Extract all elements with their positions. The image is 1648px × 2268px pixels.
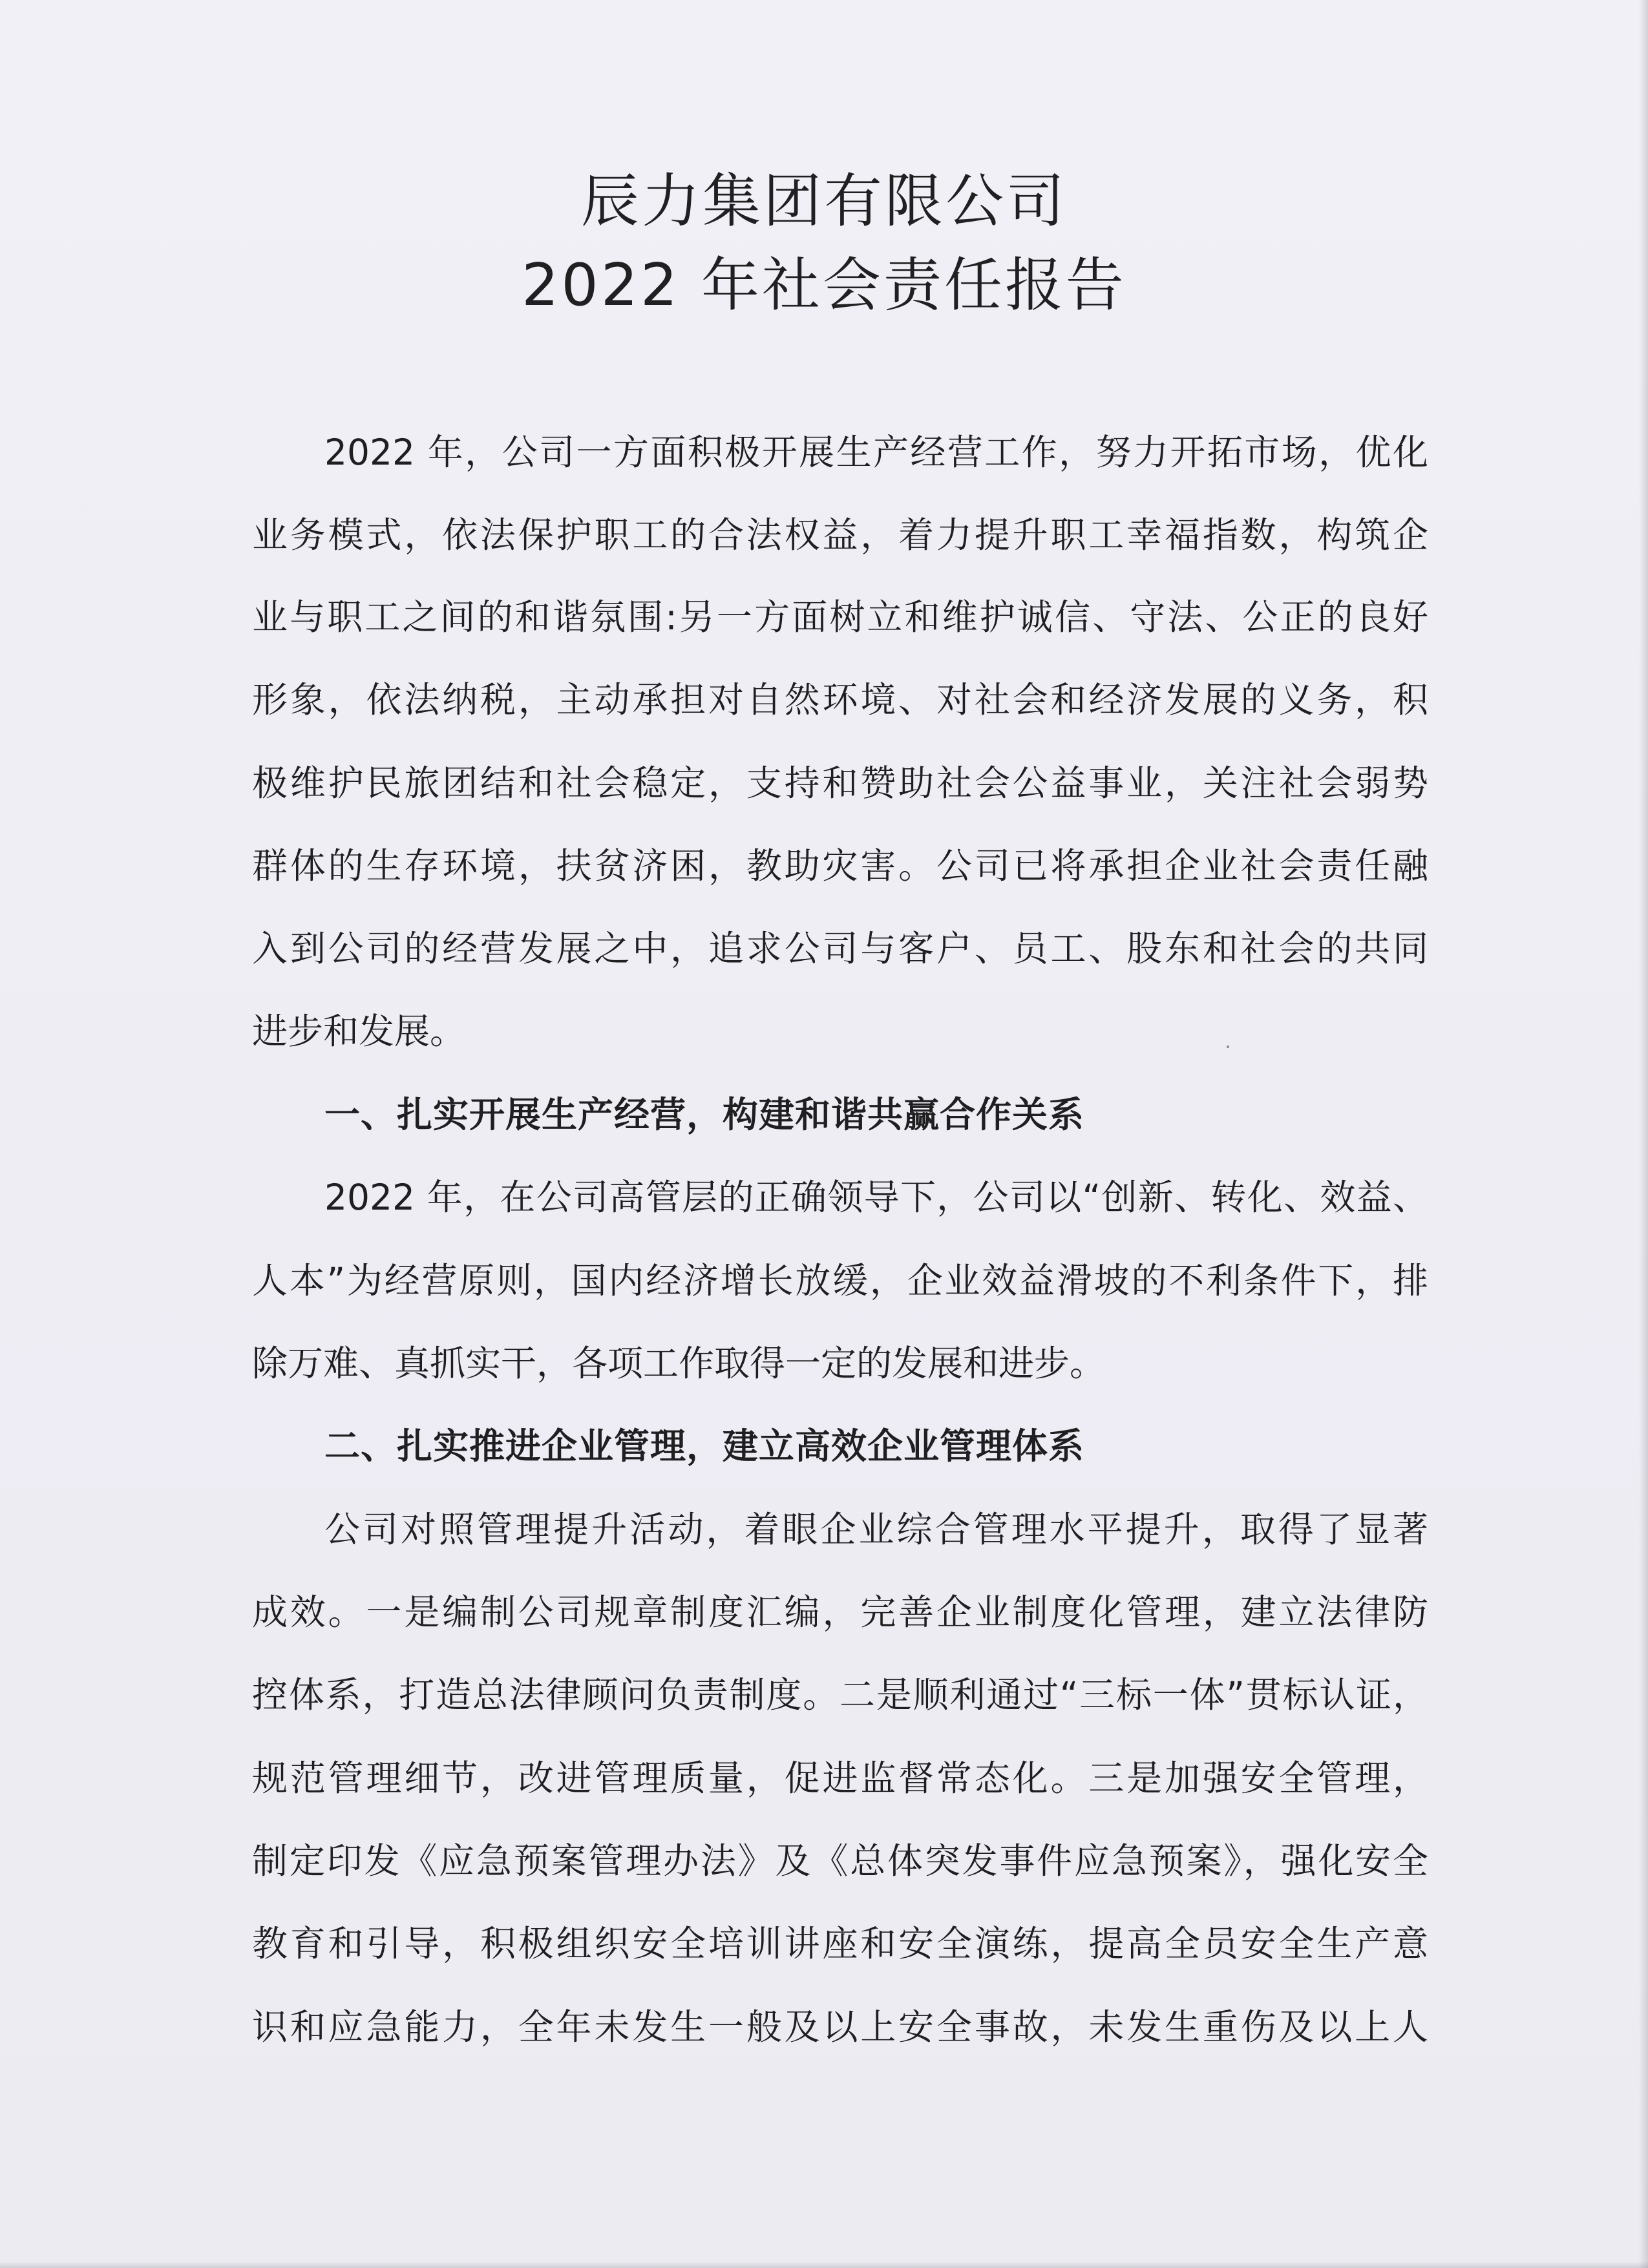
paragraph3-line: 公司对照管理提升活动，着眼企业综合管理水平提升，取得了显著 [324,1509,1428,1550]
paragraph1-line: 入到公司的经营发展之中，追求公司与客户、员工、股东和社会的共同 [252,928,1428,969]
paragraph1-line: 业务模式，依法保护职工的合法权益，着力提升职工幸福指数，构筑企 [252,514,1428,556]
paragraph1-line: 形象，依法纳税，主动承担对自然环境、对社会和经济发展的义务，积 [252,679,1428,720]
paragraph1-line: 进步和发展。 [252,1011,466,1052]
paragraph3-line: 规范管理细节，改进管理质量，促进监督常态化。三是加强安全管理， [252,1758,1428,1799]
scan-speck [1227,1045,1229,1048]
report-title-year: 2022 年社会责任报告 [522,251,1126,319]
paragraph2-line: 除万难、真抓实干，各项工作取得一定的发展和进步。 [252,1343,1106,1384]
paragraph3-line: 制定印发《应急预案管理办法》及《总体突发事件应急预案》，强化安全 [252,1840,1428,1882]
page-edge-shadow-bottom [0,2262,1648,2268]
section-heading-1: 一、扎实开展生产经营，构建和谐共赢合作关系 [324,1094,1085,1135]
page-edge-shadow-right [1639,0,1648,2268]
paragraph2-line: 2022 年，在公司高管层的正确领导下，公司以“创新、转化、效益、 [324,1177,1428,1218]
paragraph3-line: 识和应急能力，全年未发生一般及以上安全事故，未发生重伤及以上人 [252,2006,1428,2048]
paragraph3-line: 控体系，打造总法律顾问负责制度。二是顺利通过“三标一体”贯标认证， [252,1674,1428,1716]
paragraph1-line: 业与职工之间的和谐氛围:另一方面树立和维护诚信、守法、公正的良好 [252,596,1428,638]
paragraph1-line: 2022 年，公司一方面积极开展生产经营工作，努力开拓市场，优化 [324,432,1428,473]
section-heading-2: 二、扎实推进企业管理，建立高效企业管理体系 [324,1425,1085,1467]
paragraph3-line: 成效。一是编制公司规章制度汇编，完善企业制度化管理，建立法律防 [252,1591,1428,1633]
paragraph1-line: 群体的生存环境，扶贫济困，教助灾害。公司已将承担企业社会责任融 [252,845,1428,887]
paragraph1-line: 极维护民旅团结和社会稳定，支持和赞助社会公益事业，关注社会弱势 [252,762,1428,804]
paragraph3-line: 教育和引导，积极组织安全培训讲座和安全演练，提高全员安全生产意 [252,1923,1428,1964]
report-title-company: 辰力集团有限公司 [581,167,1067,235]
paragraph2-line: 人本”为经营原则，国内经济增长放缓，企业效益滑坡的不利条件下，排 [252,1260,1428,1301]
